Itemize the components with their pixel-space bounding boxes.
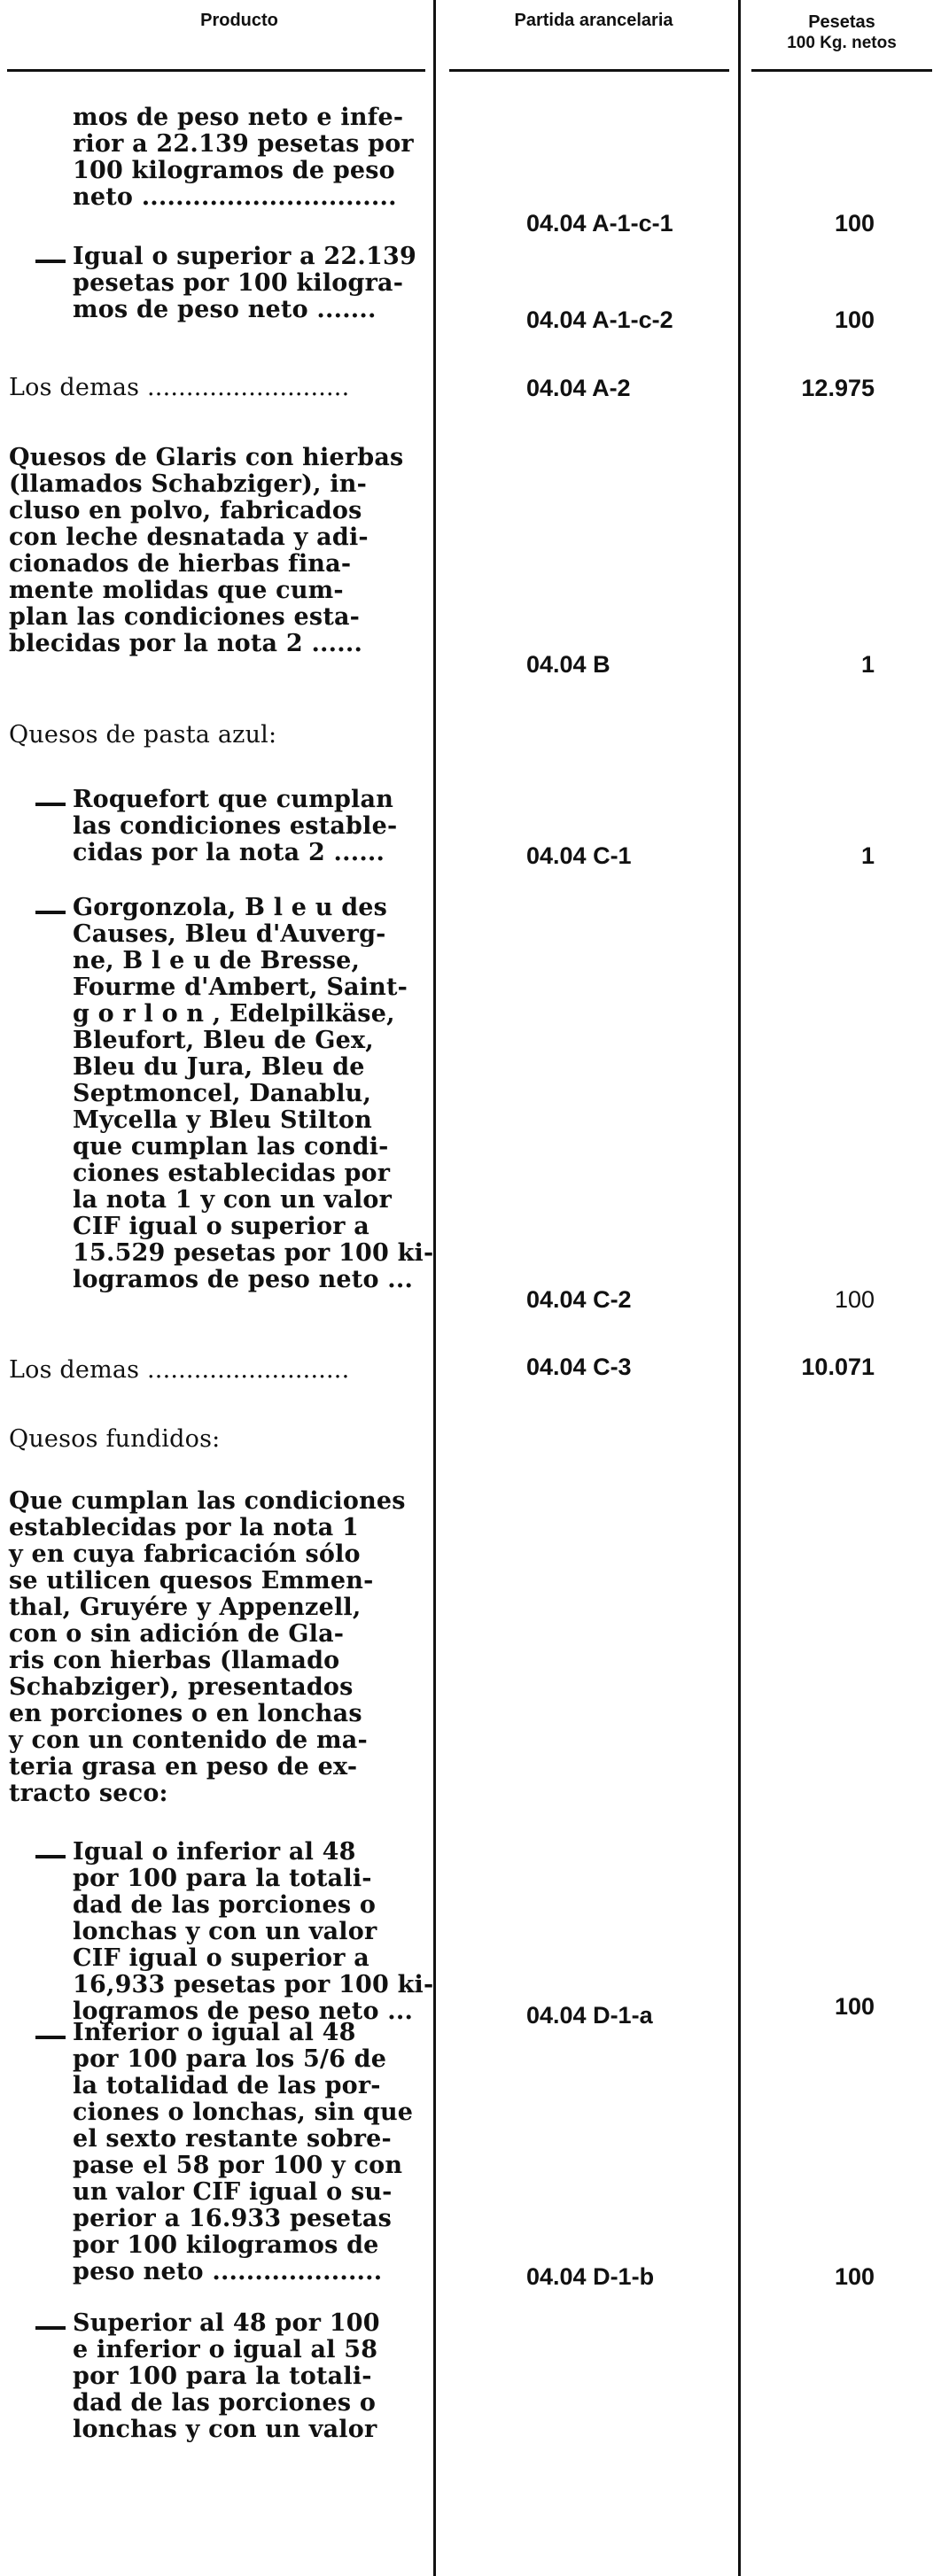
rate-value: 100 <box>834 1993 875 2020</box>
header-rule-left <box>7 69 425 72</box>
list-dash <box>35 2326 66 2330</box>
column-divider-1 <box>433 0 436 2576</box>
tariff-code: 04.04 C-1 <box>526 842 632 869</box>
rate-value: 100 <box>834 1286 875 1313</box>
product-text: Gorgonzola, B l e u des Causes, Bleu d'Auverg- ne, B l e u de Bresse, Fourme d'Ambert, Saint- g o r l o n , Edelpilkäse, Bleufort, Bleu de Gex, Bleu du Jura, Bleu de Septmoncel, Danablu, Mycella y Bleu Stilton que cumplan las condi- ciones establecidas por la nota 1 y con un valor CIF igual o superior a 15.529 pesetas por 100 ki- logramos de peso neto ... <box>73 894 434 1293</box>
list-dash <box>35 803 66 806</box>
header-pesetas: Pesetas <box>808 12 875 32</box>
list-dash <box>35 1855 66 1858</box>
tariff-code: 04.04 C-2 <box>526 1286 632 1313</box>
header-rule-middle <box>449 69 729 72</box>
product-text: Igual o superior a 22.139 pesetas por 100 kilogra- mos de peso neto ....... <box>73 243 416 323</box>
rate-value: 10.071 <box>801 1354 875 1380</box>
product-text: Quesos de Glaris con hierbas (llamados Schabziger), in- cluso en polvo, fabricados con leche desnatada y adi- cionados de hierbas fina- mente molidas que cum- plan las condiciones esta- blecidas por la nota 2 ...... <box>9 444 404 657</box>
tariff-code: 04.04 C-3 <box>526 1354 632 1380</box>
header-producto: Producto <box>200 11 278 30</box>
product-text: Igual o inferior al 48 por 100 para la totali- dad de las porciones o lonchas y con un valor CIF igual o superior a 16,933 pesetas por 100 ki- logramos de peso neto ... <box>73 1838 434 2025</box>
list-dash <box>35 911 66 914</box>
header-rule-right <box>751 69 932 72</box>
product-text: mos de peso neto e infe- rior a 22.139 pesetas por 100 kilogramos de peso neto .............................. <box>73 104 414 211</box>
rate-value: 12.975 <box>801 375 875 401</box>
product-text: Roquefort que cumplan las condiciones estable- cidas por la nota 2 ...... <box>73 786 398 866</box>
column-divider-2 <box>738 0 741 2576</box>
tariff-code: 04.04 A-1-c-1 <box>526 210 673 237</box>
section-heading: Quesos fundidos: <box>9 1425 221 1453</box>
product-text: Que cumplan las condiciones establecidas por la nota 1 y en cuya fabricación sólo se utilicen quesos Emmen- thal, Gruyére y Appenzell, con o sin adición de Gla- ris con hierbas (llamado Schabziger), presentados en porciones o en lonchas y con un contenido de ma- teria grasa en peso de ex- tracto seco: <box>9 1487 406 1807</box>
product-text: Superior al 48 por 100 e inferior o igual al 58 por 100 para la totali- dad de las porciones o lonchas y con un valor <box>73 2309 380 2443</box>
list-dash <box>35 260 66 263</box>
tariff-code: 04.04 A-2 <box>526 375 631 401</box>
rate-value: 1 <box>860 651 875 678</box>
tariff-code: 04.04 D-1-b <box>526 2263 655 2290</box>
tariff-code: 04.04 B <box>526 651 610 678</box>
section-heading: Quesos de pasta azul: <box>9 721 277 749</box>
header-partida: Partida arancelaria <box>514 11 673 30</box>
product-text: Inferior o igual al 48 por 100 para los 5/6 de la totalidad de las por- ciones o lonchas, sin que el sexto restante sobre- pase el 58 por 100 y con un valor CIF igual o su- perior a 16.933 pesetas por 100 kilogramos de peso neto .................... <box>73 2019 414 2285</box>
tariff-code: 04.04 D-1-a <box>526 2002 653 2029</box>
list-dash <box>35 2036 66 2039</box>
rate-value: 100 <box>834 306 875 333</box>
product-text: Los demas .......................... <box>9 1356 350 1384</box>
product-text: Los demas .......................... <box>9 374 350 401</box>
rate-value: 100 <box>834 2263 875 2290</box>
rate-value: 1 <box>860 842 875 869</box>
rate-value: 100 <box>834 210 875 237</box>
header-pesetas-unit: 100 Kg. netos <box>787 34 897 52</box>
tariff-code: 04.04 A-1-c-2 <box>526 306 673 333</box>
